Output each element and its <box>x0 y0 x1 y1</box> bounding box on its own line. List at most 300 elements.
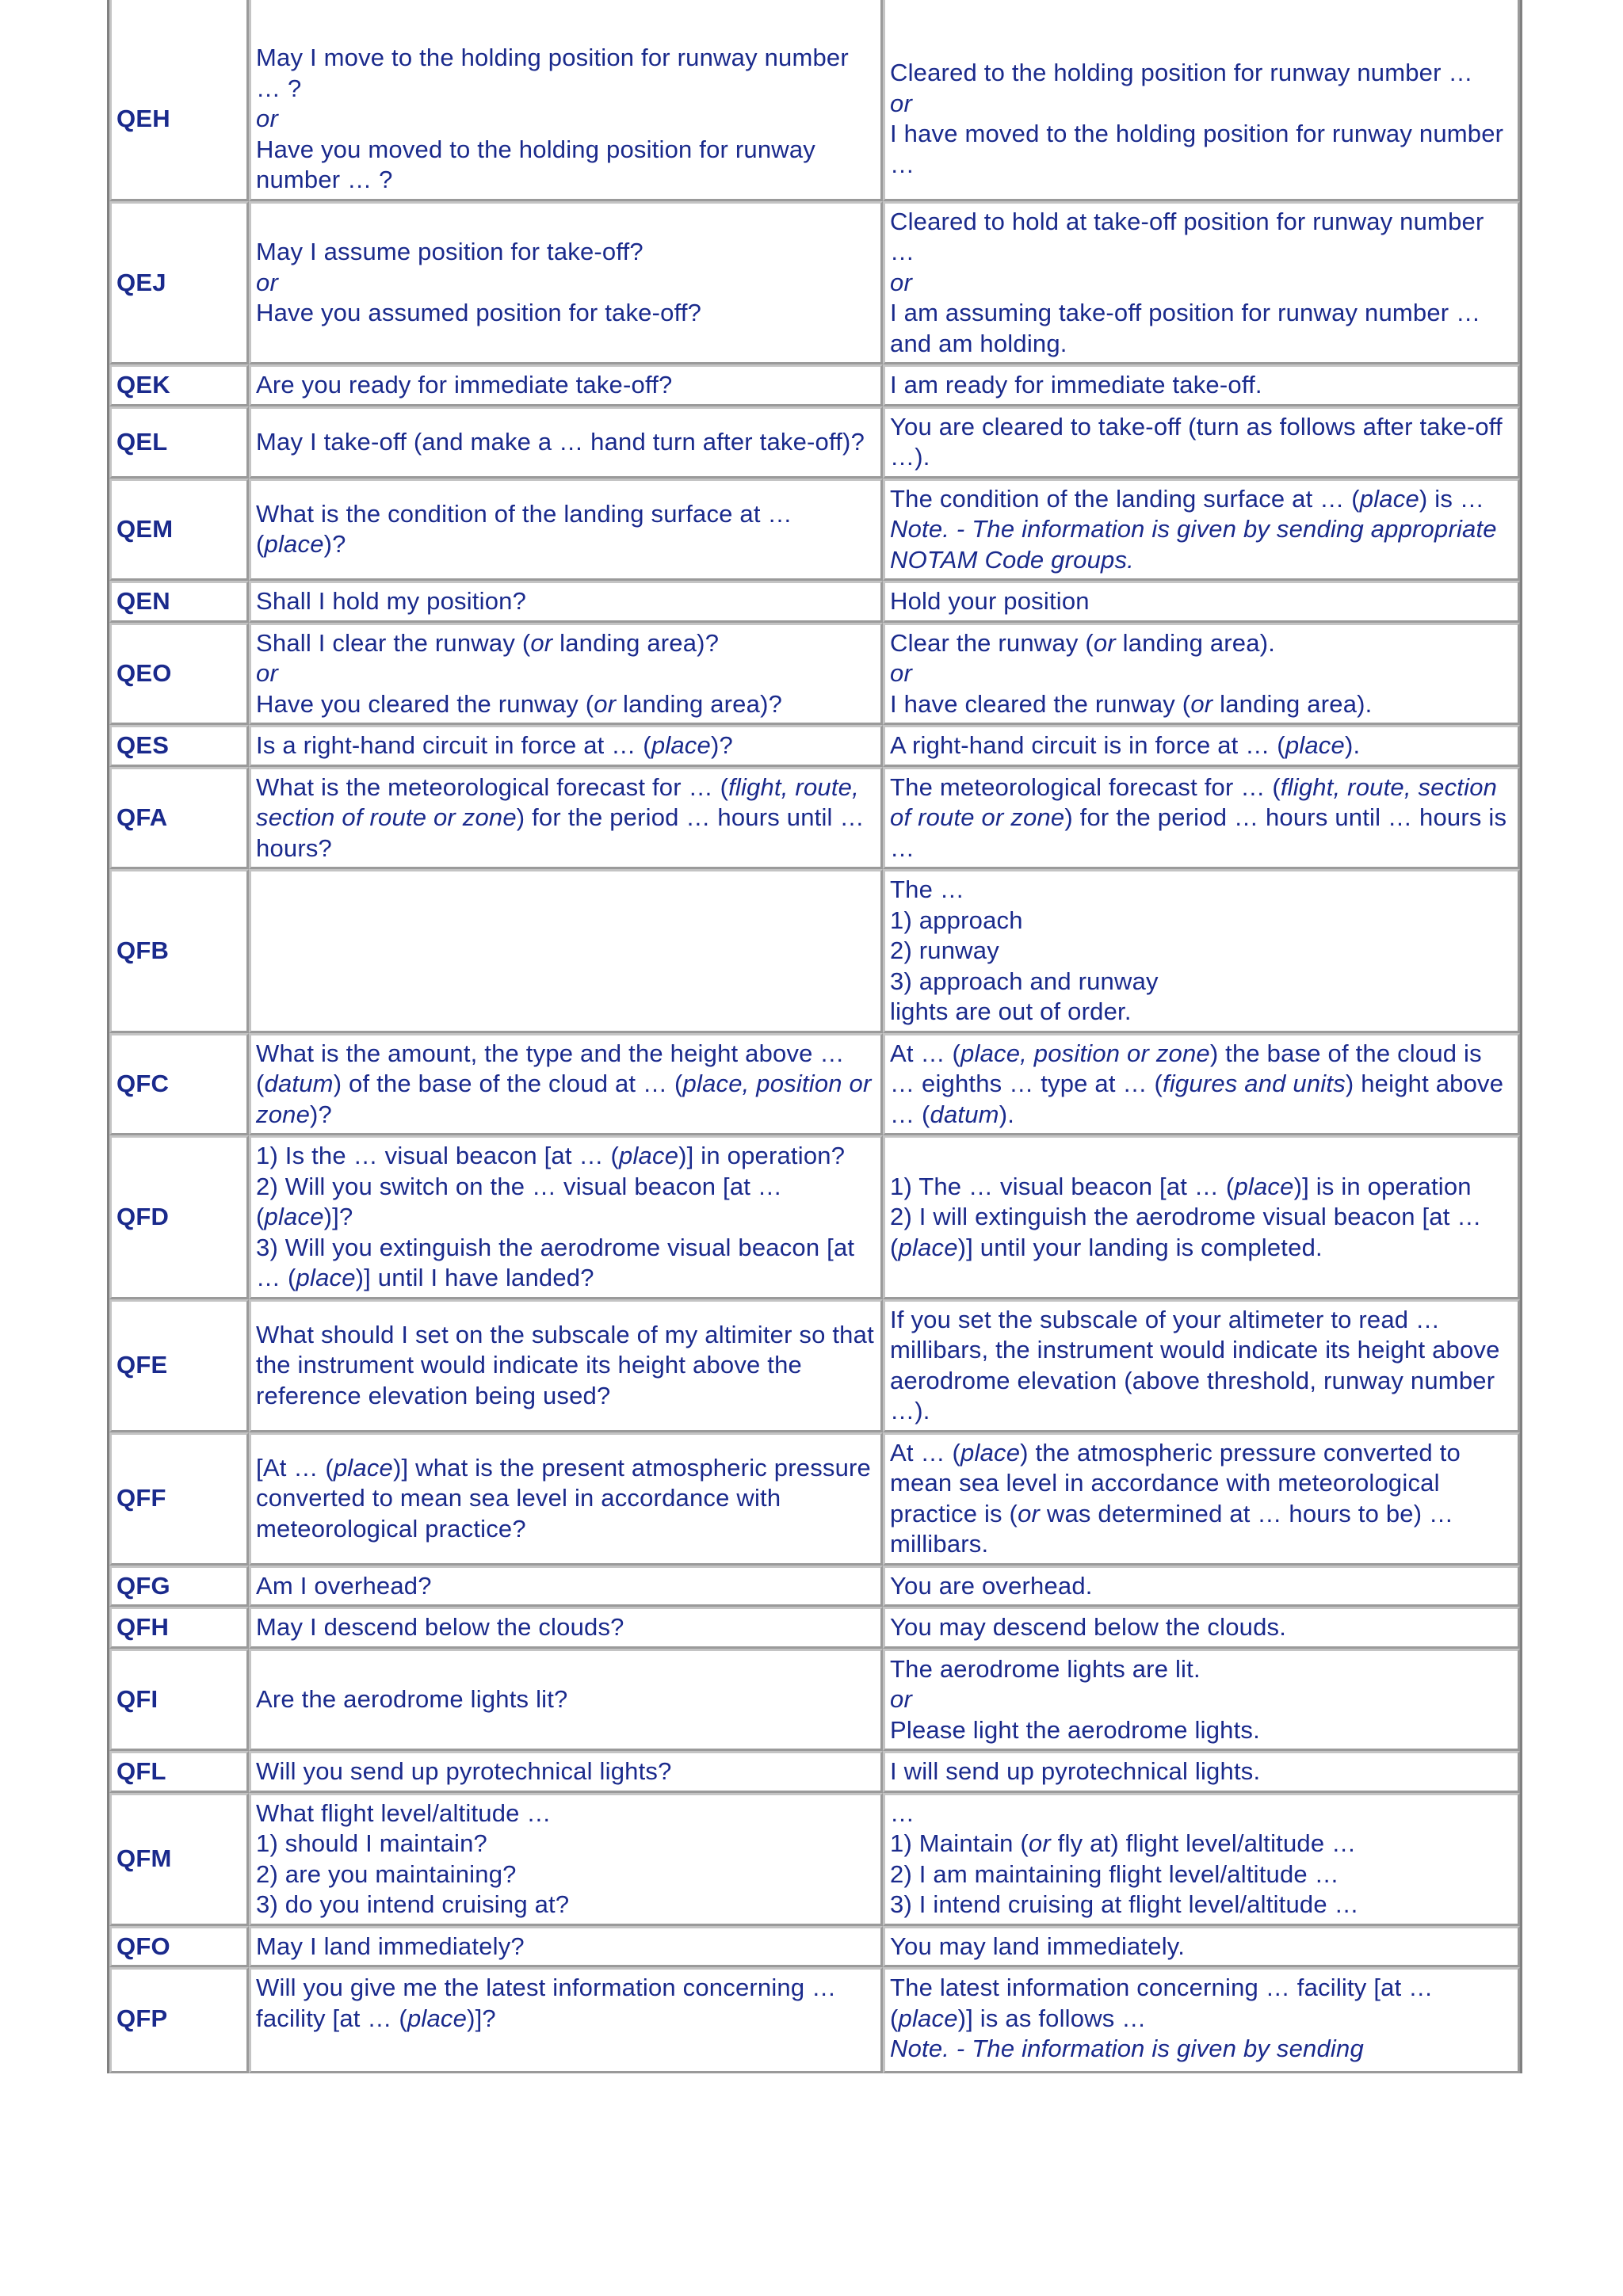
text-segment: Are the aerodrome lights lit? <box>256 1685 568 1713</box>
text-segment: What is the amount, the type and the height above … ( <box>256 1039 845 1097</box>
answer-cell <box>883 1926 1520 1968</box>
q-code-cell <box>109 1033 249 1136</box>
question-cell <box>249 479 883 582</box>
answer-line <box>890 2034 1513 2065</box>
question-line <box>256 1829 876 1859</box>
answer-line <box>890 514 1513 575</box>
text-segment: Please light the aerodrome lights. <box>890 1715 1260 1744</box>
question-cell <box>249 725 883 767</box>
question-line <box>256 1453 876 1545</box>
text-segment: landing area)? <box>552 628 720 657</box>
italic-text: or <box>890 1685 912 1713</box>
q-code-cell <box>109 1793 249 1926</box>
question-line <box>256 730 876 761</box>
question-line <box>256 1612 876 1643</box>
answer-line <box>890 1798 1513 1829</box>
text-segment: I have moved to the holding position for runway number … <box>890 120 1504 178</box>
table-row <box>109 1607 1520 1649</box>
italic-text: or <box>530 628 553 657</box>
q-code-cell <box>109 0 249 201</box>
question-line <box>256 628 876 659</box>
text-segment: Cleared to the holding position for runway number … <box>890 59 1473 87</box>
text-segment: 1) should I maintain? <box>256 1829 487 1857</box>
table-row <box>109 1926 1520 1968</box>
q-code: QFG <box>116 1571 170 1600</box>
text-segment: ). <box>1344 731 1361 759</box>
italic-text: place <box>333 1453 393 1482</box>
italic-text: datum <box>264 1070 334 1097</box>
answer-cell <box>883 623 1520 726</box>
q-code: QEM <box>116 515 174 543</box>
question-line <box>256 104 876 135</box>
text-segment: Will you send up pyrotechnical lights? <box>256 1757 672 1785</box>
text-segment: I have cleared the runway ( <box>890 689 1191 718</box>
text-segment: ) of the base of the cloud at … ( <box>333 1070 683 1097</box>
question-cell <box>249 364 883 406</box>
answer-line <box>890 89 1513 120</box>
text-segment: Have you cleared the runway ( <box>256 689 594 718</box>
q-code: QFO <box>116 1932 170 1960</box>
q-code-cell <box>109 725 249 767</box>
answer-line <box>890 1684 1513 1715</box>
text-segment: Will you give me the latest information concerning … facility [at … ( <box>256 1974 837 2032</box>
answer-line <box>890 1305 1513 1427</box>
text-segment: 1) approach <box>890 906 1023 934</box>
answer-line <box>890 298 1513 359</box>
italic-text: place <box>960 1438 1021 1466</box>
q-code-cell <box>109 406 249 479</box>
question-cell <box>249 869 883 1033</box>
text-segment: fly at) flight level/altitude … <box>1050 1829 1357 1857</box>
answer-line <box>890 906 1513 936</box>
q-code-cell <box>109 479 249 582</box>
q-code: QFD <box>116 1203 170 1230</box>
text-segment: The aerodrome lights are lit. <box>890 1654 1201 1683</box>
question-line <box>256 1172 876 1233</box>
text-segment: )]? <box>467 2004 496 2032</box>
q-code: QEN <box>116 587 170 615</box>
question-cell <box>249 1793 883 1926</box>
answer-cell <box>883 0 1520 201</box>
italic-text: place, position or zone <box>256 1070 872 1128</box>
text-segment: 2) Will you switch on the … visual beacon [at … ( <box>256 1172 783 1230</box>
italic-text: place <box>296 1264 356 1291</box>
text-segment: ). <box>999 1100 1015 1128</box>
question-line <box>256 1141 876 1172</box>
question-line <box>256 135 876 196</box>
q-code-cell <box>109 1566 249 1608</box>
text-segment: Is a right-hand circuit in force at … ( <box>256 731 651 759</box>
answer-line <box>890 1756 1513 1787</box>
italic-text: place <box>898 1233 958 1261</box>
question-cell <box>249 623 883 726</box>
italic-text: or <box>256 268 278 296</box>
text-segment: The meteorological forecast for … ( <box>890 772 1281 801</box>
q-code: QFE <box>116 1351 168 1379</box>
question-line <box>256 268 876 299</box>
answer-line <box>890 119 1513 180</box>
question-line <box>256 1684 876 1715</box>
text-segment: lights are out of order. <box>890 997 1132 1025</box>
answer-line <box>890 412 1513 473</box>
text-segment: May I descend below the clouds? <box>256 1613 624 1641</box>
answer-cell <box>883 767 1520 870</box>
q-code: QFH <box>116 1613 170 1641</box>
italic-text: flight, route, section of route or zone <box>890 772 1498 831</box>
question-line <box>256 586 876 617</box>
answer-line <box>890 586 1513 617</box>
question-cell <box>249 1967 883 2073</box>
answer-cell <box>883 201 1520 365</box>
text-segment: Hold your position <box>890 587 1090 615</box>
answer-cell <box>883 1299 1520 1432</box>
question-line <box>256 1571 876 1602</box>
answer-cell <box>883 1033 1520 1136</box>
italic-text: place <box>407 2004 468 2032</box>
document-page <box>107 0 1518 2073</box>
text-segment: ) height above … ( <box>890 1070 1504 1128</box>
q-code-cell <box>109 1751 249 1793</box>
q-code-cell <box>109 869 249 1033</box>
question-line <box>256 1233 876 1294</box>
answer-line <box>890 1829 1513 1859</box>
text-segment: May I land immediately? <box>256 1932 525 1960</box>
italic-text: or <box>890 268 912 296</box>
text-segment: You may land immediately. <box>890 1932 1186 1960</box>
text-segment: 3) approach and runway <box>890 967 1159 995</box>
answer-line <box>890 1202 1513 1263</box>
table-row <box>109 1566 1520 1608</box>
text-segment: )] is as follows … <box>957 2004 1147 2032</box>
text-segment: Cleared to hold at take-off position for runway number … <box>890 207 1484 265</box>
q-code-cell <box>109 581 249 623</box>
text-segment: The condition of the landing surface at … ( <box>890 484 1360 513</box>
answer-cell <box>883 1607 1520 1649</box>
question-line <box>256 427 876 458</box>
italic-text: or <box>256 659 278 687</box>
text-segment: )] in operation? <box>678 1142 846 1169</box>
answer-line <box>890 936 1513 967</box>
text-segment: ) the base of the cloud is … eighths … type at … ( <box>890 1039 1482 1097</box>
question-cell <box>249 201 883 365</box>
q-code: QFI <box>116 1685 158 1713</box>
q-code-cell <box>109 1299 249 1432</box>
answer-line <box>890 772 1513 864</box>
question-cell <box>249 406 883 479</box>
answer-cell <box>883 1793 1520 1926</box>
italic-text: place <box>619 1142 679 1169</box>
text-segment: What is the condition of the landing surface at … ( <box>256 499 792 559</box>
table-row <box>109 869 1520 1033</box>
text-segment: 2) runway <box>890 936 999 964</box>
text-segment: Clear the runway ( <box>890 628 1094 657</box>
answer-cell <box>883 869 1520 1033</box>
table-row <box>109 364 1520 406</box>
text-segment: 2) I am maintaining flight level/altitude … <box>890 1859 1339 1888</box>
italic-text: datum <box>930 1100 999 1128</box>
answer-line <box>890 689 1513 720</box>
q-code: QFB <box>116 936 170 964</box>
text-segment: At … ( <box>890 1039 961 1067</box>
text-segment: I am ready for immediate take-off. <box>890 371 1262 399</box>
text-segment: What should I set on the subscale of my altimiter so that the instrument would indicate its height above the reference elevation being used? <box>256 1320 874 1409</box>
answer-line <box>890 1571 1513 1602</box>
q-code-table-body <box>109 0 1520 2073</box>
text-segment: What is the meteorological forecast for … ( <box>256 772 729 801</box>
text-segment: 2) are you maintaining? <box>256 1859 517 1888</box>
question-line <box>256 1320 876 1412</box>
table-row <box>109 201 1520 365</box>
q-code: QEO <box>116 659 172 687</box>
table-row <box>109 623 1520 726</box>
text-segment: What flight level/altitude … <box>256 1798 552 1827</box>
answer-cell <box>883 1432 1520 1566</box>
answer-line <box>890 1172 1513 1203</box>
q-code: QFF <box>116 1484 166 1512</box>
answer-line <box>890 1654 1513 1685</box>
q-code: QEJ <box>116 268 166 296</box>
question-line <box>256 1932 876 1962</box>
text-segment: 3) I intend cruising at flight level/altitude … <box>890 1890 1359 1918</box>
answer-cell <box>883 406 1520 479</box>
text-segment: Have you assumed position for take-off? <box>256 299 702 326</box>
italic-text: Note. - The information is given by sending <box>890 2035 1364 2062</box>
question-cell <box>249 581 883 623</box>
question-cell <box>249 1432 883 1566</box>
answer-line <box>890 1715 1513 1746</box>
text-segment: 1) Maintain ( <box>890 1829 1029 1857</box>
answer-line <box>890 967 1513 997</box>
text-segment: 2) I will extinguish the aerodrome visual beacon [at … ( <box>890 1203 1482 1261</box>
text-segment: )]? <box>323 1203 353 1230</box>
table-row <box>109 0 1520 201</box>
question-cell <box>249 767 883 870</box>
q-code: QFP <box>116 2004 168 2032</box>
answer-line <box>890 1932 1513 1962</box>
question-cell <box>249 1299 883 1432</box>
q-code: QFA <box>116 803 168 831</box>
text-segment: )] until your landing is completed. <box>957 1233 1323 1261</box>
answer-cell <box>883 1649 1520 1752</box>
question-cell <box>249 1649 883 1752</box>
text-segment: 1) Is the … visual beacon [at … ( <box>256 1142 620 1169</box>
text-segment: I will send up pyrotechnical lights. <box>890 1757 1261 1785</box>
q-code-cell <box>109 364 249 406</box>
q-code: QFC <box>116 1070 170 1097</box>
italic-text: place <box>651 731 711 759</box>
answer-cell <box>883 364 1520 406</box>
question-line <box>256 237 876 268</box>
table-row <box>109 479 1520 582</box>
text-segment: You are cleared to take-off (turn as follows after take-off …). <box>890 412 1503 471</box>
question-line <box>256 1890 876 1920</box>
q-code: QFM <box>116 1844 172 1873</box>
italic-text: place, position or zone <box>960 1039 1210 1067</box>
text-segment: 3) Will you extinguish the aerodrome visual beacon [at … ( <box>256 1233 855 1291</box>
answer-cell <box>883 1566 1520 1608</box>
answer-line <box>890 207 1513 268</box>
text-segment: ) the atmospheric pressure converted to mean sea level in accordance with meteorological practice is ( <box>890 1438 1461 1527</box>
question-line <box>256 1973 876 2034</box>
answer-line <box>890 268 1513 299</box>
text-segment: May I move to the holding position for runway number … ? <box>256 44 849 102</box>
question-line <box>256 1798 876 1829</box>
text-segment: )? <box>323 530 346 559</box>
text-segment: )? <box>710 731 733 759</box>
text-segment: 3) do you intend cruising at? <box>256 1890 570 1918</box>
text-segment: I am assuming take-off position for runway number … and am holding. <box>890 299 1481 357</box>
answer-line <box>890 1612 1513 1643</box>
q-code: QES <box>116 731 170 759</box>
q-code-cell <box>109 1967 249 2073</box>
text-segment: The latest information concerning … facility [at … ( <box>890 1974 1434 2032</box>
question-cell <box>249 1135 883 1299</box>
question-line <box>256 689 876 720</box>
question-line <box>256 1756 876 1787</box>
question-cell <box>249 1751 883 1793</box>
question-cell <box>249 0 883 201</box>
text-segment: [At … ( <box>256 1453 334 1482</box>
italic-text: or <box>1028 1829 1051 1857</box>
italic-text: or <box>256 105 278 132</box>
italic-text: place <box>264 530 324 559</box>
text-segment: 1) The … visual beacon [at … ( <box>890 1172 1235 1200</box>
italic-text: or <box>594 689 617 718</box>
answer-line <box>890 658 1513 689</box>
italic-text: flight, route, section of route or zone <box>256 772 859 831</box>
text-segment: )] until I have landed? <box>355 1264 594 1291</box>
table-row <box>109 1793 1520 1926</box>
q-code-cell <box>109 201 249 365</box>
question-line <box>256 499 876 560</box>
question-cell <box>249 1033 883 1136</box>
question-cell <box>249 1566 883 1608</box>
answer-line <box>890 875 1513 906</box>
answer-line <box>890 1859 1513 1890</box>
text-segment: )? <box>310 1100 332 1128</box>
text-segment: landing area). <box>1115 628 1276 657</box>
question-line <box>256 1859 876 1890</box>
italic-text: place <box>1234 1172 1294 1200</box>
answer-line <box>890 58 1513 89</box>
q-code-cell <box>109 1135 249 1299</box>
italic-text: or <box>890 89 912 117</box>
answer-cell <box>883 1967 1520 2073</box>
text-segment: A right-hand circuit is in force at … ( <box>890 731 1285 759</box>
answer-line <box>890 484 1513 515</box>
answer-line <box>890 1039 1513 1131</box>
answer-cell <box>883 581 1520 623</box>
text-segment: May I assume position for take-off? <box>256 238 643 265</box>
text-segment: landing area)? <box>616 689 783 718</box>
italic-text: Note. - The information is given by sending appropriate NOTAM Code groups. <box>890 515 1497 574</box>
table-row <box>109 1299 1520 1432</box>
q-code-cell <box>109 1926 249 1968</box>
text-segment: Shall I clear the runway ( <box>256 628 531 657</box>
italic-text: place <box>1285 731 1345 759</box>
text-segment: ) for the period … hours until … hours is … <box>890 803 1507 862</box>
question-line <box>256 1039 876 1131</box>
q-code: QEK <box>116 371 170 399</box>
text-segment: … <box>890 1798 915 1827</box>
answer-cell <box>883 1135 1520 1299</box>
table-row <box>109 1432 1520 1566</box>
answer-line <box>890 1438 1513 1560</box>
italic-text: or <box>1190 689 1213 718</box>
text-segment: May I take-off (and make a … hand turn after take-off)? <box>256 427 865 456</box>
italic-text: or <box>1093 628 1116 657</box>
text-segment: )] is in operation <box>1293 1172 1472 1200</box>
table-row <box>109 1135 1520 1299</box>
italic-text: or <box>1018 1499 1041 1527</box>
text-segment: )] what is the present atmospheric pressure converted to mean sea level in accordance with meteorological practice? <box>256 1453 872 1543</box>
italic-text: place <box>1359 484 1419 513</box>
q-code-table <box>107 0 1522 2073</box>
table-row <box>109 581 1520 623</box>
text-segment: Shall I hold my position? <box>256 587 527 615</box>
text-segment: was determined at … hours to be) … millibars. <box>890 1499 1454 1558</box>
text-segment: The … <box>890 875 965 903</box>
answer-line <box>890 628 1513 659</box>
text-segment: Have you moved to the holding position for runway number … ? <box>256 135 815 193</box>
question-line <box>256 43 876 104</box>
text-segment: If you set the subscale of your altimeter to read … millibars, the instrument would indicate its height above aerodrome elevation (above threshold, runway number …). <box>890 1305 1500 1425</box>
text-segment: Are you ready for immediate take-off? <box>256 371 673 399</box>
q-code: QEH <box>116 105 170 132</box>
italic-text: place <box>264 1203 324 1230</box>
question-line <box>256 658 876 689</box>
q-code-cell <box>109 1607 249 1649</box>
question-line <box>256 370 876 401</box>
question-cell <box>249 1926 883 1968</box>
q-code: QEL <box>116 427 168 456</box>
answer-cell <box>883 725 1520 767</box>
q-code-cell <box>109 767 249 870</box>
q-code-cell <box>109 1649 249 1752</box>
text-segment: You are overhead. <box>890 1571 1093 1600</box>
italic-text: or <box>890 659 912 687</box>
table-row <box>109 1649 1520 1752</box>
table-row <box>109 406 1520 479</box>
italic-text: place <box>898 2004 958 2032</box>
text-segment: At … ( <box>890 1438 961 1466</box>
text-segment: Am I overhead? <box>256 1571 432 1600</box>
answer-line <box>890 370 1513 401</box>
answer-line <box>890 730 1513 761</box>
answer-cell <box>883 479 1520 582</box>
q-code-cell <box>109 1432 249 1566</box>
text-segment: ) for the period … hours until … hours? <box>256 803 865 862</box>
table-row <box>109 1033 1520 1136</box>
text-segment: landing area). <box>1212 689 1373 718</box>
question-cell <box>249 1607 883 1649</box>
answer-line <box>890 997 1513 1028</box>
q-code: QFL <box>116 1757 166 1785</box>
table-row <box>109 725 1520 767</box>
answer-line <box>890 1973 1513 2034</box>
text-segment: You may descend below the clouds. <box>890 1613 1287 1641</box>
table-row <box>109 1751 1520 1793</box>
question-line <box>256 772 876 864</box>
text-segment: ) is … <box>1419 484 1485 513</box>
table-row <box>109 1967 1520 2073</box>
q-code-cell <box>109 623 249 726</box>
question-line <box>256 298 876 329</box>
answer-cell <box>883 1751 1520 1793</box>
answer-line <box>890 1890 1513 1920</box>
italic-text: figures and units <box>1163 1070 1346 1097</box>
table-row <box>109 767 1520 870</box>
